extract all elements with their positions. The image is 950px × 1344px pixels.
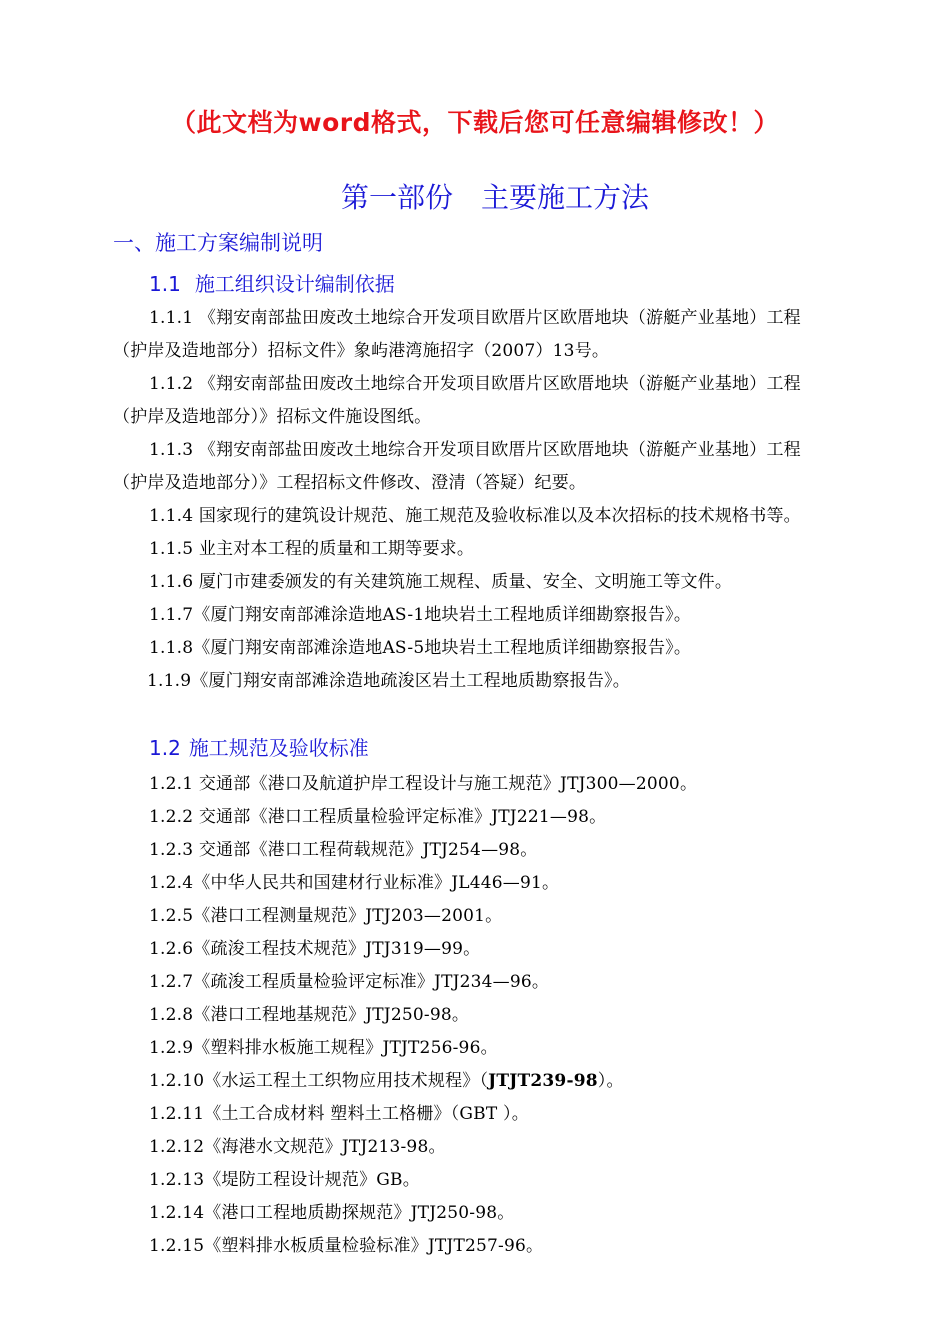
list-item xyxy=(149,1073,624,1090)
list-item-text: 1.2.10《水运工程土工织物应用技术规程》（ xyxy=(149,1071,489,1091)
list-item: 1.1.8《厦门翔安南部滩涂造地AS-5地块岩土工程地质详细勘察报告》。 xyxy=(149,638,692,658)
list-item: 1.2.1 交通部《港口及航道护岸工程设计与施工规范》JTJ300—2000。 xyxy=(149,774,698,794)
subsection-title: 施工组织设计编制依据 xyxy=(194,272,395,296)
list-item: 1.1.9《厦门翔安南部滩涂造地疏浚区岩土工程地质勘察报告》。 xyxy=(147,671,630,691)
list-item: 1.1.2 《翔安南部盐田废改土地综合开发项目欧厝片区欧厝地块（游艇产业基地）工程 xyxy=(149,374,801,394)
list-item: 1.2.9《塑料排水板施工规程》JTJT256-96。 xyxy=(149,1038,498,1058)
list-item: （护岸及造地部分）》招标文件施设图纸。 xyxy=(113,407,432,427)
list-item: 1.2.3 交通部《港口工程荷载规范》JTJ254—98。 xyxy=(149,840,538,860)
list-item: 1.2.12《海港水文规范》JTJ213-98。 xyxy=(149,1137,446,1157)
edit-notice: （此文档为word格式，下载后您可任意编辑修改！） xyxy=(171,108,779,137)
title-part: 第一部份 xyxy=(340,181,453,214)
list-item: （护岸及造地部分）招标文件》象屿港湾施招字（2007）13号。 xyxy=(113,341,610,361)
section-heading: 一、施工方案编制说明 xyxy=(113,231,323,255)
list-item: 1.1.4 国家现行的建筑设计规范、施工规范及验收标准以及本次招标的技术规格书等。 xyxy=(149,506,801,526)
list-item: 1.2.8《港口工程地基规范》JTJ250-98。 xyxy=(149,1005,470,1025)
list-item: 1.2.6《疏浚工程技术规范》JTJ319—99。 xyxy=(149,939,481,959)
list-item: 1.2.14《港口工程地质勘探规范》JTJ250-98。 xyxy=(149,1203,515,1223)
subsection-number: 1.2 xyxy=(149,736,181,760)
list-item: 1.1.7《厦门翔安南部滩涂造地AS-1地块岩土工程地质详细勘察报告》。 xyxy=(149,605,692,625)
list-item: 1.2.5《港口工程测量规范》JTJ203—2001。 xyxy=(149,906,503,926)
list-item-text: ）。 xyxy=(597,1071,624,1091)
list-item: 1.1.5 业主对本工程的质量和工期等要求。 xyxy=(149,539,475,559)
subsection-heading-1-1 xyxy=(149,274,395,294)
list-item: 1.1.6 厦门市建委颁发的有关建筑施工规程、质量、安全、文明施工等文件。 xyxy=(149,572,733,592)
list-item: 1.2.7《疏浚工程质量检验评定标准》JTJ234—96。 xyxy=(149,972,550,992)
subsection-title: 施工规范及验收标准 xyxy=(188,736,369,760)
list-item: 1.2.15《塑料排水板质量检验标准》JTJT257-96。 xyxy=(149,1236,544,1256)
list-item: （护岸及造地部分）》工程招标文件修改、澄清（答疑）纪要。 xyxy=(113,473,587,493)
document-title xyxy=(0,181,950,214)
list-item: 1.2.2 交通部《港口工程质量检验评定标准》JTJ221—98。 xyxy=(149,807,607,827)
list-item: 1.2.4《中华人民共和国建材行业标准》JL446—91。 xyxy=(149,873,560,893)
list-item: 1.1.3 《翔安南部盐田废改土地综合开发项目欧厝片区欧厝地块（游艇产业基地）工程 xyxy=(149,440,801,460)
subsection-number: 1.1 xyxy=(149,272,181,296)
list-item: 1.1.1 《翔安南部盐田废改土地综合开发项目欧厝片区欧厝地块（游艇产业基地）工程 xyxy=(149,308,801,328)
list-item: 1.2.13《堤防工程设计规范》GB。 xyxy=(149,1170,420,1190)
standard-code: JTJT239-98 xyxy=(488,1071,598,1091)
subsection-heading-1-2 xyxy=(149,738,369,758)
title-topic: 主要施工方法 xyxy=(481,181,650,214)
list-item: 1.2.11《土工合成材料 塑料土工格栅》（GBT ）。 xyxy=(149,1104,529,1124)
